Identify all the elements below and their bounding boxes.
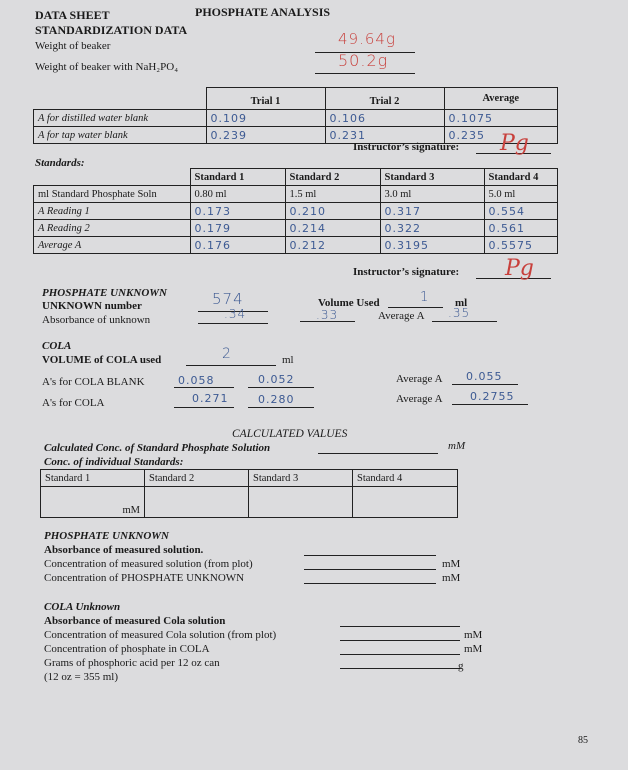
cola-blank-avg-label: Average A <box>396 373 443 385</box>
table-row <box>34 237 558 254</box>
table-row <box>34 220 558 237</box>
calc-standards-table <box>40 469 458 518</box>
standards-label: Standards: <box>35 157 85 169</box>
unknown-number-value: 574 <box>212 290 244 308</box>
table-cell: 0.176 <box>190 237 285 254</box>
calculated-conc-unit: mM <box>448 440 466 452</box>
unknown2-conc-label: Concentration of measured solution (from plot) <box>44 558 253 570</box>
table-cell: 1.5 ml <box>285 186 380 203</box>
table-cell: 0.212 <box>285 237 380 254</box>
blank-row-label: A for tap water blank <box>34 127 207 144</box>
cola-blank-label: A's for COLA BLANK <box>42 376 145 388</box>
standards-header-1: Standard 1 <box>190 169 285 186</box>
signature-mark-2: Pg <box>505 256 534 281</box>
signature-label-2: Instructor’s signature: <box>353 266 460 278</box>
table-cell: 0.80 ml <box>190 186 285 203</box>
unknown2-conc2-unit: mM <box>442 572 461 584</box>
cola-blank-avg-value: 0.055 <box>466 370 503 383</box>
blanks-header-1: Trial 1 <box>206 88 325 110</box>
table-cell <box>353 487 458 518</box>
unknown-average-label: Average A <box>378 310 425 322</box>
calc-cell-unit: mM <box>41 487 145 518</box>
beaker-na-value: 50.2g <box>338 51 389 70</box>
cola-blank-value-1: 0.058 <box>178 374 215 387</box>
row-label: A Reading 2 <box>34 220 191 237</box>
table-cell: 0.109 <box>206 110 325 127</box>
signature-mark: Pg <box>500 131 529 156</box>
standards-header-4: Standard 4 <box>484 169 558 186</box>
table-row <box>34 203 558 220</box>
calc-header-1: Standard 1 <box>41 470 145 487</box>
cola2-conc-label: Concentration of measured Cola solution (from plot) <box>44 629 277 641</box>
standards-header-3: Standard 3 <box>380 169 484 186</box>
unknown-absorbance-value: .34 <box>224 307 247 321</box>
beaker-value: 49.64g <box>338 30 396 48</box>
cola2-conc2-label: Concentration of phosphate in COLA <box>44 643 210 655</box>
table-cell: 0.214 <box>285 220 380 237</box>
standardization-heading: STANDARDIZATION DATA <box>35 23 188 37</box>
page-title: PHOSPHATE ANALYSIS <box>195 5 331 19</box>
table-cell <box>145 487 249 518</box>
table-row <box>41 487 458 518</box>
cola2-grams-unit: g <box>458 660 464 672</box>
standards-table <box>33 168 558 254</box>
table-cell: 0.179 <box>190 220 285 237</box>
unknown-heading: PHOSPHATE UNKNOWN <box>42 287 167 299</box>
table-row <box>34 127 558 144</box>
table-cell: 0.5575 <box>484 237 558 254</box>
signature-label: Instructor’s signature: <box>353 141 460 153</box>
cola-avg-label: Average A <box>396 393 443 405</box>
unknown-absorbance-value-2: .33 <box>316 308 339 322</box>
cola2-abs-label: Absorbance of measured Cola solution <box>44 615 226 627</box>
beaker-label: Weight of beaker <box>35 40 111 52</box>
calc-header-3: Standard 3 <box>249 470 353 487</box>
page-number: 85 <box>578 735 588 746</box>
cola2-conc2-unit: mM <box>464 643 483 655</box>
volume-used-label: Volume Used <box>318 297 380 309</box>
table-cell: 0.239 <box>206 127 325 144</box>
cola-label: A's for COLA <box>42 397 105 409</box>
volume-used-unit: ml <box>455 297 468 309</box>
cola2-note: (12 oz = 355 ml) <box>44 671 119 683</box>
unknown-average-value: .35 <box>448 306 471 320</box>
cola2-grams-label: Grams of phosphoric acid per 12 oz can <box>44 657 220 669</box>
blanks-header-2: Trial 2 <box>325 88 444 110</box>
blanks-table <box>33 87 558 144</box>
calculated-conc-label: Calculated Conc. of Standard Phosphate Solution <box>44 442 271 454</box>
cola-volume-value: 2 <box>222 346 232 362</box>
blank-row-label: A for distilled water blank <box>34 110 207 127</box>
table-cell: 0.554 <box>484 203 558 220</box>
cola-heading: COLA <box>42 340 72 352</box>
beaker-na-label: Weight of beaker with NaH₂PO₄ <box>35 61 179 73</box>
unknown2-heading: PHOSPHATE UNKNOWN <box>44 530 169 542</box>
row-label: ml Standard Phosphate Soln <box>34 186 191 203</box>
table-cell: 3.0 ml <box>380 186 484 203</box>
table-cell: 0.561 <box>484 220 558 237</box>
calc-header-4: Standard 4 <box>353 470 458 487</box>
table-cell: 0.317 <box>380 203 484 220</box>
table-row <box>34 110 558 127</box>
table-cell: 0.235 <box>444 127 558 144</box>
cola-volume-unit: ml <box>282 354 294 366</box>
unknown-number-label: UNKNOWN number <box>42 300 142 312</box>
individual-standards-label: Conc. of individual Standards: <box>44 456 184 468</box>
blanks-header-3: Average <box>444 88 558 110</box>
table-cell: 0.3195 <box>380 237 484 254</box>
unknown2-conc2-label: Concentration of PHOSPHATE UNKNOWN <box>44 572 245 584</box>
volume-used-value: 1 <box>420 290 430 305</box>
calculated-title: CALCULATED VALUES <box>232 428 348 440</box>
standards-header-2: Standard 2 <box>285 169 380 186</box>
table-row <box>34 186 558 203</box>
row-label: Average A <box>34 237 191 254</box>
cola2-conc-unit: mM <box>464 629 483 641</box>
row-label: A Reading 1 <box>34 203 191 220</box>
table-cell: 0.322 <box>380 220 484 237</box>
unknown2-conc-unit: mM <box>442 558 461 570</box>
table-cell: 0.231 <box>325 127 444 144</box>
unknown-absorbance-label: Absorbance of unknown <box>42 314 151 326</box>
table-cell: 0.106 <box>325 110 444 127</box>
table-cell: 0.210 <box>285 203 380 220</box>
data-sheet-label: DATA SHEET <box>35 8 110 22</box>
calc-header-2: Standard 2 <box>145 470 249 487</box>
cola-avg-value: 0.2755 <box>470 390 515 403</box>
unknown2-abs-label: Absorbance of measured solution. <box>44 544 204 556</box>
cola-value-2: 0.280 <box>258 393 295 406</box>
table-cell: 5.0 ml <box>484 186 558 203</box>
cola2-heading: COLA Unknown <box>44 601 121 613</box>
table-cell <box>249 487 353 518</box>
table-cell: 0.173 <box>190 203 285 220</box>
cola-value-1: 0.271 <box>192 392 229 405</box>
cola-volume-label: VOLUME of COLA used <box>42 354 162 366</box>
cola-blank-value-2: 0.052 <box>258 373 295 386</box>
table-cell: 0.1075 <box>444 110 558 127</box>
